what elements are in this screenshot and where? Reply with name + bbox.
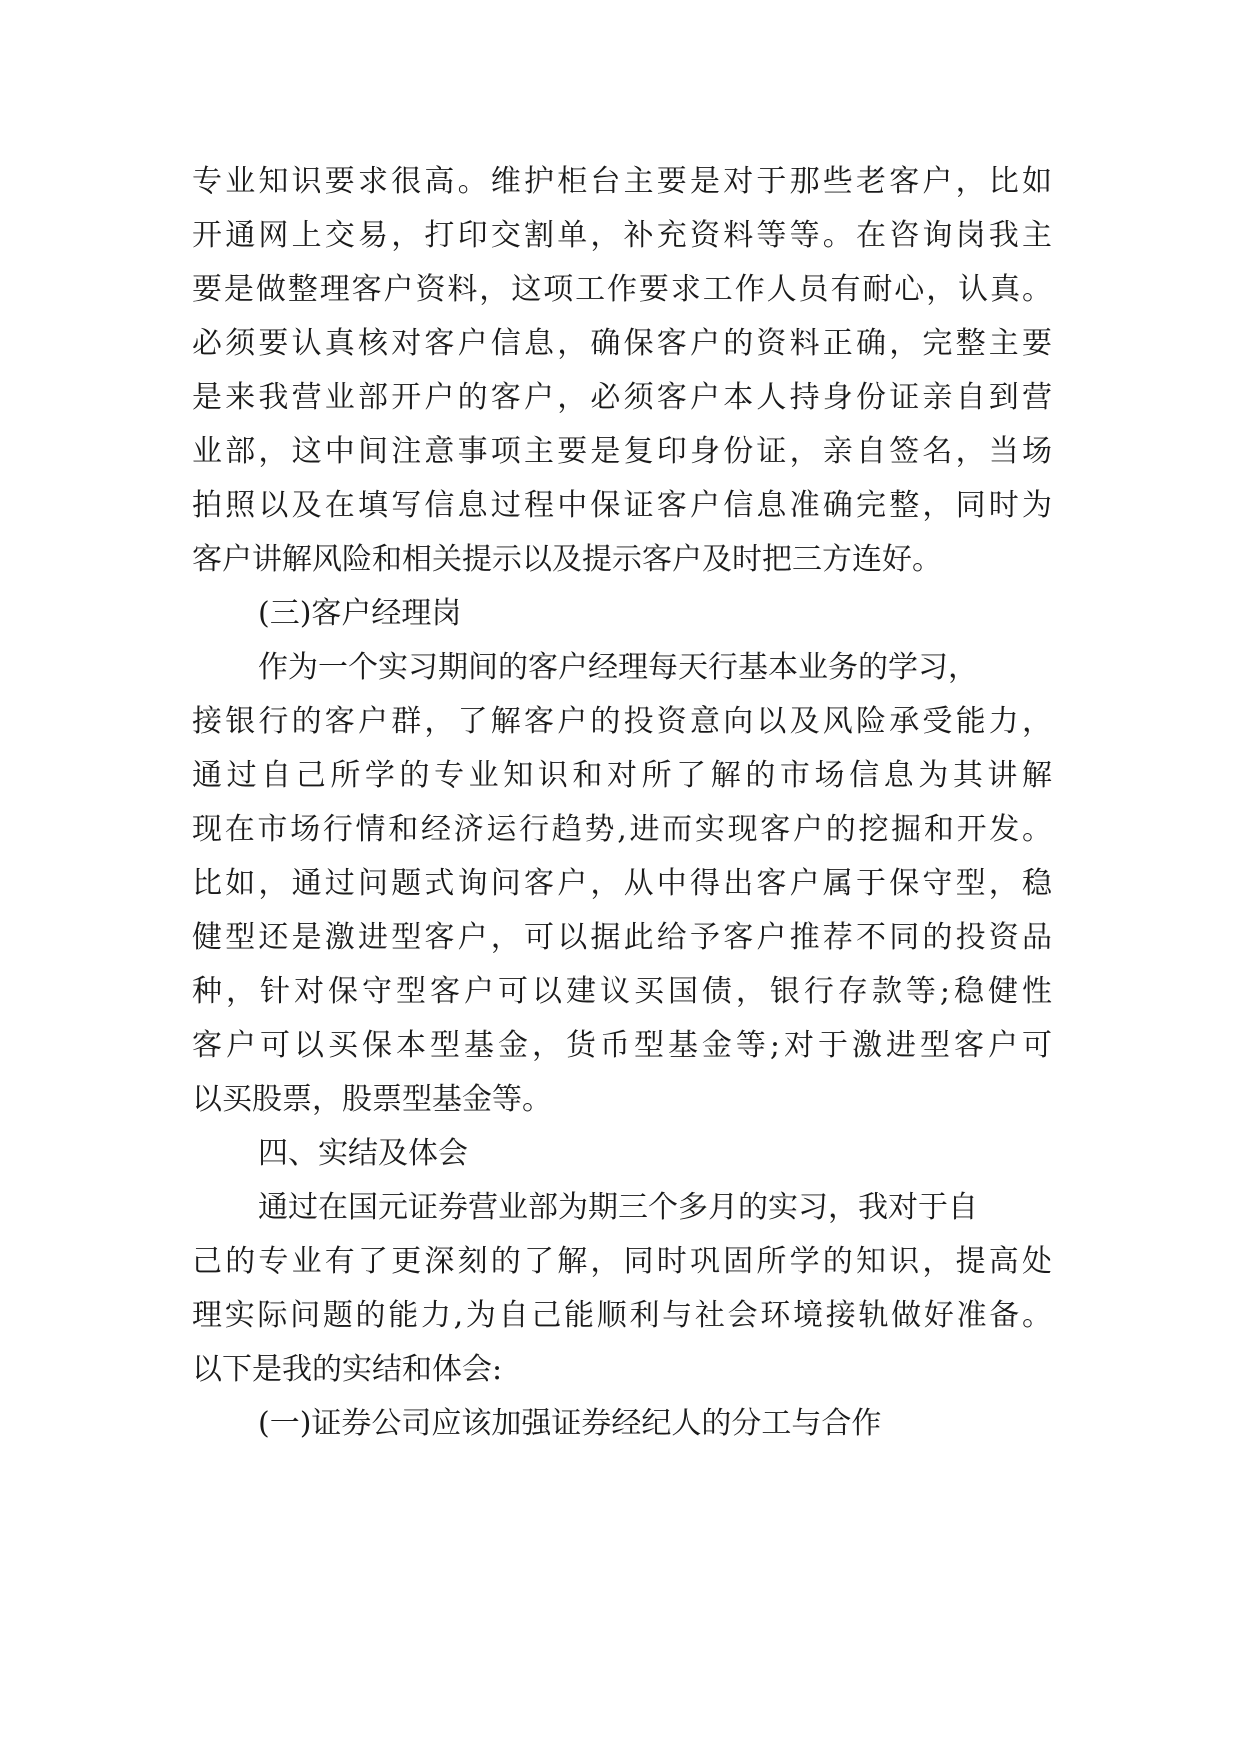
text-line: 是来我营业部开户的客户，必须客户本人持身份证亲自到营	[192, 380, 1052, 415]
section-heading: (三)客户经理岗	[258, 596, 462, 631]
text-line: 拍照以及在填写信息过程中保证客户信息准确完整，同时为	[192, 488, 1052, 523]
text-line: 己的专业有了更深刻的了解，同时巩固所学的知识，提高处	[192, 1244, 1052, 1279]
text-line: 以下是我的实结和体会:	[192, 1352, 503, 1387]
text-line: 理实际问题的能力,为自己能顺利与社会环境接轨做好准备。	[192, 1298, 1052, 1333]
text-line: 必须要认真核对客户信息，确保客户的资料正确，完整主要	[192, 326, 1052, 361]
text-line: 接银行的客户群，了解客户的投资意向以及风险承受能力，	[192, 704, 1052, 739]
text-line: 专业知识要求很高。维护柜台主要是对于那些老客户，比如	[192, 164, 1052, 199]
text-line: 种，针对保守型客户可以建议买国债，银行存款等;稳健性	[192, 974, 1052, 1009]
text-line: 开通网上交易，打印交割单，补充资料等等。在咨询岗我主	[192, 218, 1052, 253]
text-line: 作为一个实习期间的客户经理每天行基本业务的学习，	[258, 650, 978, 685]
text-line: 健型还是激进型客户，可以据此给予客户推荐不同的投资品	[192, 920, 1052, 955]
text-line: 比如，通过问题式询问客户，从中得出客户属于保守型，稳	[192, 866, 1052, 901]
text-line: 要是做整理客户资料，这项工作要求工作人员有耐心，认真。	[192, 272, 1052, 307]
text-line: 业部，这中间注意事项主要是复印身份证，亲自签名，当场	[192, 434, 1052, 469]
text-line: 通过自己所学的专业知识和对所了解的市场信息为其讲解	[192, 758, 1052, 793]
text-line: 客户讲解风险和相关提示以及提示客户及时把三方连好。	[192, 542, 942, 577]
text-line: 通过在国元证券营业部为期三个多月的实习，我对于自	[258, 1190, 978, 1225]
section-heading: 四、实结及体会	[258, 1136, 468, 1171]
text-line: 以买股票，股票型基金等。	[192, 1082, 552, 1117]
text-line: 现在市场行情和经济运行趋势,进而实现客户的挖掘和开发。	[192, 812, 1052, 847]
section-heading: (一)证券公司应该加强证券经纪人的分工与合作	[258, 1406, 882, 1441]
text-line: 客户可以买保本型基金，货币型基金等;对于激进型客户可	[192, 1028, 1052, 1063]
